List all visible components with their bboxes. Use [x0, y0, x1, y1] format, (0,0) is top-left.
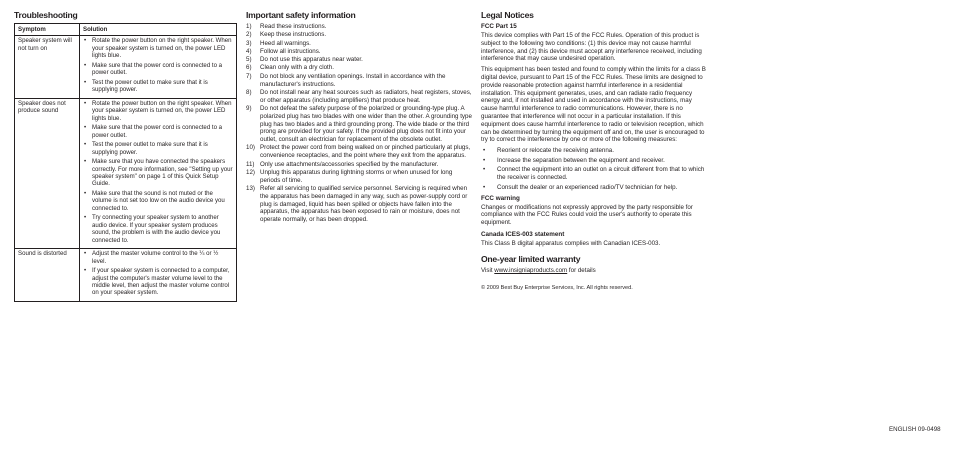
bullet-icon: • — [483, 156, 486, 164]
list-item: • Make sure that the sound is not muted or the volume is not set too low on the audio device you connected to. — [84, 190, 225, 212]
list-item: 8) Do not install near any heat sources such as radiators, heat registers, stoves, or other apparatus (including amplifiers) that produce heat. — [246, 88, 472, 104]
list-item: • Try connecting your speaker system to another audio device. If your speaker system produces sound, the problem is with the audio device you connected to. — [84, 214, 221, 244]
page-footer: ENGLISH 09-0498 — [889, 426, 941, 433]
safety-section — [246, 10, 474, 224]
website-link[interactable]: www.insigniaproducts.com — [494, 266, 568, 274]
list-item: • Rotate the power button on the right speaker. When your speaker system is turned on, the power LED lights blue. — [84, 99, 232, 122]
list-item: • If your speaker system is connected to a computer, adjust the computer's master volume level to the middle level, then adjust the master volume control on your speaker system. — [84, 267, 230, 297]
list-item: • Make sure that the power cord is connected to a power outlet. — [84, 124, 223, 139]
list-item: 4) Follow all instructions. — [246, 47, 321, 55]
list-item: 10) Protect the power cord from being walked on or pinched particularly at plugs, convenience receptacles, and the point where they exit from the apparatus. — [246, 144, 471, 160]
solution-cell — [80, 36, 237, 98]
list-item: 3) Heed all warnings. — [246, 39, 311, 47]
bullet-icon: • — [84, 214, 87, 222]
list-item: 1) Read these instructions. — [246, 23, 327, 30]
bullet-icon: • — [84, 37, 87, 45]
list-item: 11) Only use attachments/accessories specified by the manufacturer. — [246, 160, 439, 168]
symptom-cell: Sound is distorted — [15, 249, 80, 302]
table-header-row — [15, 24, 237, 36]
warranty-text: Visit www.insigniaproducts.com for details — [481, 266, 596, 274]
list-item: • Consult the dealer or an experienced radio/TV technician for help. — [483, 183, 678, 191]
list-item: 9) Do not defeat the safety purpose of the polarized or grounding-type plug. A polarized plug has two blades with one wider than the other. A grounding type plug has two blades and a third grounding prong. The wide blade or the third prong are provided for your safety. If the provided plug does not fit into your outlet, consult an electrician for replacement of the obsolete outlet. — [246, 104, 472, 144]
list-item: • Make sure that the power cord is connected to a power outlet. — [84, 61, 223, 77]
legal-title: Legal Notices — [481, 10, 534, 20]
safety-list — [246, 23, 474, 224]
list-item: • Adjust the master volume control to the ¼ or ½ level. — [84, 250, 219, 265]
fcc-paragraph-1: This device complies with Part 15 of the FCC Rules. Operation of this product is subject to the following two conditions: (1) this device may not cause harmful interference, and (2) this device must accept any interference received, including interference that may cause undesired operation. — [481, 32, 702, 63]
canada-title: Canada ICES-003 statement — [481, 231, 565, 239]
bullet-icon: • — [84, 124, 87, 132]
list-item: • Increase the separation between the equipment and receiver. — [483, 156, 665, 164]
list-item: • Connect the equipment into an outlet on a circuit different from that to which the receiver is connected. — [483, 166, 705, 182]
bullet-icon: • — [84, 250, 87, 258]
solution-cell — [80, 249, 237, 302]
warranty-title: One-year limited warranty — [481, 253, 581, 264]
list-item: • Test the power outlet to make sure that it is supplying power. — [84, 78, 208, 94]
fcc-part15-title: FCC Part 15 — [481, 23, 517, 30]
copyright-text: © 2009 Best Buy Enterprise Services, Inc. All rights reserved. — [481, 284, 633, 291]
list-item: 7) Do not block any ventilation openings. Install in accordance with the manufacturer's instructions. — [246, 72, 446, 88]
measures-list — [481, 147, 709, 192]
bullet-icon: • — [483, 183, 486, 191]
bullet-icon: • — [84, 190, 87, 198]
bullet-icon: • — [84, 141, 87, 149]
solution-header: Solution — [80, 24, 237, 36]
list-item: • Rotate the power button on the right speaker. When your speaker system is turned on, the power LED lights blue. — [84, 37, 232, 60]
list-item: 12) Unplug this apparatus during lightning storms or when unused for long periods of time. — [246, 168, 453, 184]
list-item: • Reorient or relocate the receiving antenna. — [483, 147, 614, 155]
list-item: • Make sure that you have connected the speakers correctly. For more information, see "Setting up your speaker system" on page 1 of this Quick Setup Guide. — [84, 158, 233, 188]
bullet-icon: • — [84, 158, 87, 166]
bullet-icon: • — [84, 99, 87, 107]
list-item: 13) Refer all servicing to qualified service personnel. Servicing is required when the apparatus has been damaged in any way, such as power-supply cord or plug is damaged, liquid has been spilled or objects have fallen into the apparatus, the apparatus has been exposed to rain or moisture, does not operate normally, or has been dropped. — [246, 184, 468, 224]
troubleshooting-table — [14, 23, 237, 302]
symptom-cell: Speaker does not produce sound — [15, 98, 80, 248]
table-row — [15, 249, 237, 302]
bullet-icon: • — [483, 166, 486, 174]
list-item: 5) Do not use this apparatus near water. — [246, 56, 363, 64]
symptom-header: Symptom — [15, 24, 80, 36]
bullet-icon: • — [84, 267, 87, 275]
legal-section — [481, 10, 709, 292]
fcc-warning-title: FCC warning — [481, 194, 520, 202]
troubleshooting-section — [14, 10, 236, 302]
table-row — [15, 98, 237, 248]
canada-text: This Class B digital apparatus complies with Canadian ICES-003. — [481, 240, 661, 248]
fcc-warning-text: Changes or modifications not expressly approved by the party responsible for compliance with the FCC Rules could void the user's authority to operate this equipment. — [481, 203, 693, 227]
list-item: 6) Clean only with a dry cloth. — [246, 64, 334, 72]
table-row — [15, 36, 237, 98]
symptom-cell: Speaker system will not turn on — [15, 36, 80, 98]
list-item: • Test the power outlet to make sure that it is supplying power. — [84, 141, 208, 156]
troubleshooting-title: Troubleshooting — [14, 10, 78, 20]
bullet-icon: • — [84, 78, 87, 86]
safety-title: Important safety information — [246, 10, 356, 20]
list-item: 2) Keep these instructions. — [246, 31, 327, 39]
solution-cell — [80, 98, 237, 248]
fcc-paragraph-2: This equipment has been tested and found to comply within the limits for a class B digital device, pursuant to Part 15 of the FCC Rules. These limits are designed to provide reasonable protection against harmful interference in a residential installation. This equipment generates, uses, and can radiate radio frequency energy and, if not installed and used in accordance with the instructions, may cause harmful interference to radio communications. However, there is no guarantee that interference will not occur in a particular installation. If this equipment does cause harmful interference to radio or television reception, which can be determined by turning the equipment off and on, the user is encouraged to try to correct the interference by one or more of the following measures: — [481, 66, 706, 144]
bullet-icon: • — [483, 147, 486, 155]
bullet-icon: • — [84, 61, 87, 69]
